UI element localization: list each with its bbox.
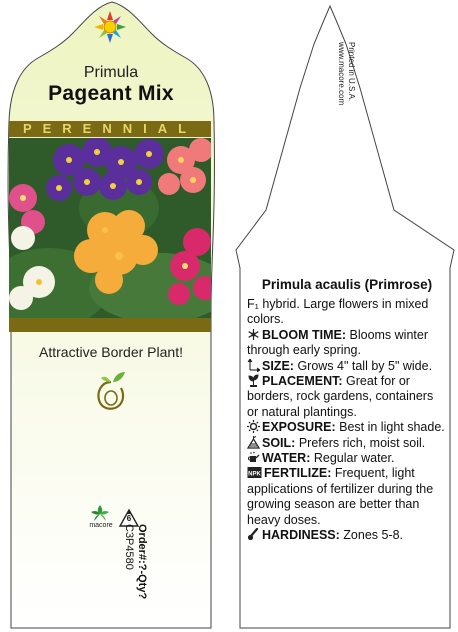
- hardiness-text: Zones 5-8.: [343, 528, 404, 543]
- size-text: Grows 4" tall by 5" wide.: [297, 358, 433, 373]
- exposure-text: Best in light shade.: [339, 420, 445, 435]
- hardiness-label: HARDINESS:: [262, 528, 340, 543]
- photo-bottom-band: [9, 318, 211, 332]
- svg-text:NPK: NPK: [248, 471, 261, 478]
- bloom-time-label: BLOOM TIME:: [262, 327, 347, 342]
- soil-icon: [247, 436, 260, 449]
- soil-label: SOIL:: [262, 435, 296, 450]
- exposure-label: EXPOSURE:: [262, 420, 336, 435]
- soil-row: [247, 436, 447, 451]
- species-title: Primula acaulis (Primrose): [261, 277, 433, 292]
- plant-variety: Pageant Mix: [48, 82, 174, 105]
- snowflake-icon: [247, 328, 260, 341]
- fertilize-label: FERTILIZE:: [264, 466, 332, 481]
- order-block: [108, 524, 148, 616]
- npk-fertilizer-icon: [247, 466, 262, 479]
- placement-label: PLACEMENT:: [262, 374, 343, 389]
- product-code: C3P4580: [123, 524, 135, 570]
- size-arrows-icon: [247, 359, 260, 372]
- sun-logo-icon: [93, 10, 127, 44]
- care-info: [247, 297, 447, 544]
- intro-text: F₁ hybrid. Large flowers in mixed colors.: [247, 297, 429, 327]
- recycle-number: 6: [126, 514, 132, 523]
- placement-text: Great for or borders, rock gardens, containers or natural plantings.: [247, 374, 434, 419]
- tagline: Attractive Border Plant!: [39, 344, 183, 360]
- perennial-band: PERENNIAL: [9, 121, 211, 137]
- sun-icon: [247, 420, 260, 433]
- watering-can-icon: [247, 451, 260, 464]
- printed-block: [336, 42, 356, 162]
- placement-plant-icon: [247, 374, 260, 387]
- bloom-time-row: [247, 328, 447, 359]
- placement-row: [247, 374, 447, 420]
- thermometer-icon: [247, 528, 260, 541]
- plant-genus: Primula: [83, 64, 139, 81]
- macore-logo-text: macore: [89, 522, 113, 529]
- exposure-row: [247, 420, 447, 435]
- water-row: [247, 451, 447, 466]
- water-text: Regular water.: [313, 451, 395, 466]
- water-label: WATER:: [262, 451, 311, 466]
- size-label: SIZE:: [262, 358, 294, 373]
- flower-photo: [9, 138, 211, 318]
- bloom-time-text: Blooms winter through early spring.: [247, 327, 428, 358]
- seedling-icon: [93, 368, 129, 412]
- fertilize-text: Frequent, light applications of fertilizer during the growing season are better than heavy doses.: [247, 466, 434, 527]
- order-line: Order#:?-Qty?: [136, 524, 148, 600]
- size-row: [247, 359, 447, 374]
- fertilize-row: [247, 466, 447, 528]
- soil-text: Prefers rich, moist soil.: [298, 435, 426, 450]
- website: www.macore.com: [337, 42, 346, 106]
- printed-in: Printed in U.S.A.: [347, 42, 356, 102]
- hardiness-row: [247, 528, 447, 543]
